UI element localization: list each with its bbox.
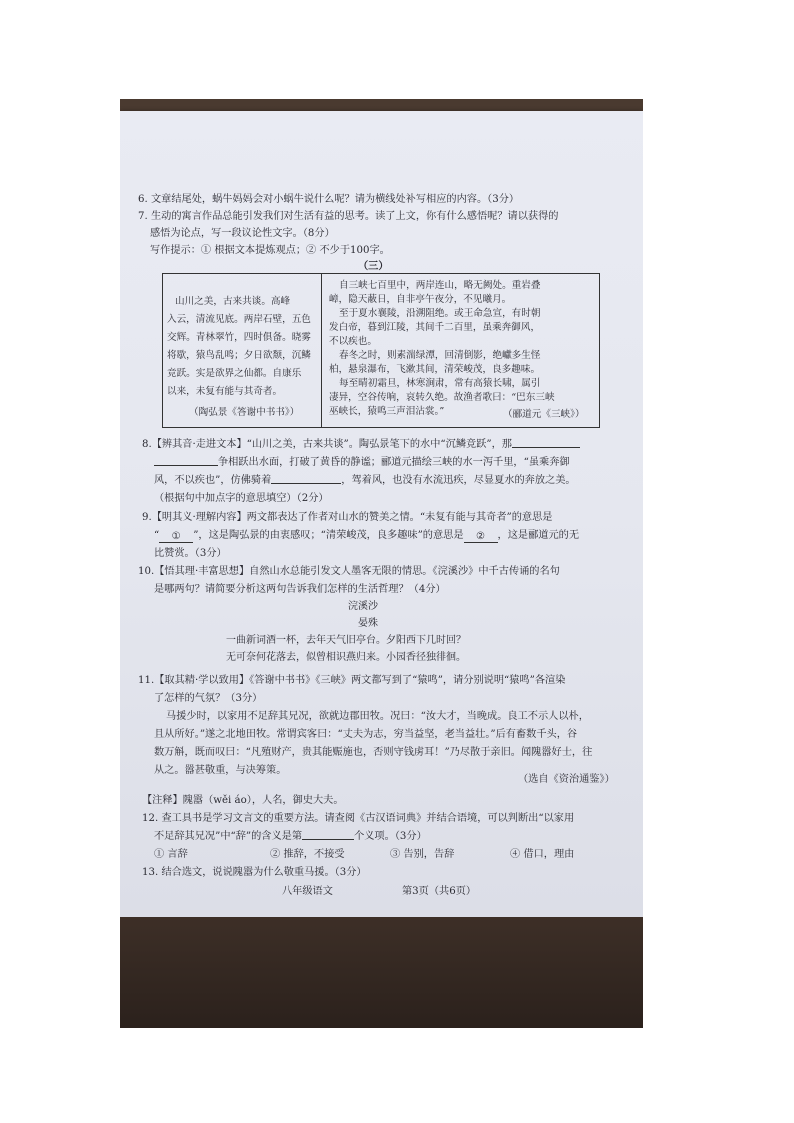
passage-line: 从之。嚣甚敬重，与决筹策。 bbox=[154, 765, 287, 776]
right-passage-line: 嶂，隐天蔽日，自非亭午夜分，不见曦月。 bbox=[329, 294, 512, 305]
option-3: ③ 告别，告辞 bbox=[390, 849, 455, 860]
poem-line-2: 无可奈何花落去，似曾相识燕归来。小园香径独徘徊。 bbox=[226, 652, 466, 663]
option-2: ② 推辞，不接受 bbox=[270, 849, 345, 860]
right-passage-line: 发白帝，暮到江陵，其间千二百里，虽乘奔御风， bbox=[329, 322, 541, 333]
question-12-text: 不足辞其兄况”中“辞”的含义是第 bbox=[154, 831, 303, 842]
option-4: ④ 借口，理由 bbox=[510, 849, 575, 860]
footer-subject: 八年级语文 bbox=[282, 886, 333, 897]
passage-source: （选自《资治通鉴》） bbox=[518, 774, 615, 785]
question-7-tip: 写作提示：① 根据文本提炼观点；② 不少于100字。 bbox=[150, 245, 390, 256]
question-9-text: ”，这是陶弘景的由衷感叹；“清荣峻茂，良多趣味”的意思是 bbox=[193, 530, 464, 541]
left-passage-line: 山川之美，古来共谈。高峰 bbox=[175, 296, 291, 307]
right-passage-source: （郦道元《三峡》） bbox=[503, 409, 585, 420]
answer-blank-2[interactable]: ② bbox=[464, 532, 498, 543]
question-9-line-3: 比赞赏。（3分） bbox=[154, 548, 227, 559]
right-passage-line: 每至晴初霜旦，林寒涧肃，常有高猿长啸，属引 bbox=[339, 378, 541, 389]
question-8-line-1 bbox=[142, 436, 580, 453]
left-passage-line: 将歇，猿鸟乱鸣；夕日欲颓，沉鳞 bbox=[167, 350, 311, 361]
answer-blank[interactable] bbox=[302, 829, 354, 840]
passage-line: 数万斛，既而叹曰：“凡殖财产，贵其能赈施也，否则守钱虏耳！”乃尽散于亲旧。闻隗嚣好士，往 bbox=[154, 747, 593, 758]
question-11-line-2: 了怎样的气氛？（3分） bbox=[154, 693, 263, 704]
answer-blank[interactable] bbox=[271, 473, 341, 484]
right-passage-line: 凄异，空谷传响，哀转久绝。故渔者歌曰：“巴东三峡 bbox=[329, 392, 555, 403]
left-passage-line: 交辉。青林翠竹，四时俱备。晓雾 bbox=[167, 332, 311, 343]
question-12-line-1: 12. 查工具书是学习文言文的重要方法。请查阅《古汉语词典》并结合语境，可以判断出“以家用 bbox=[142, 813, 575, 824]
left-passage-line: 入云，清流见底。两岸石壁，五色 bbox=[167, 314, 311, 325]
poem-line-1: 一曲新词酒一杯，去年天气旧亭台。夕阳西下几时回？ bbox=[226, 635, 466, 646]
question-8-note: （根据句中加点字的意思填空）（2分） bbox=[154, 493, 329, 504]
answer-blank[interactable] bbox=[512, 437, 580, 448]
right-passage-line: 不以疾也。 bbox=[329, 336, 377, 347]
question-7-line-1: 7. 生动的寓言作品总能引发我们对生活有益的思考。读了上文，你有什么感悟呢？请以获得的 bbox=[138, 211, 559, 222]
question-11-line-1: 11.【取其精·学以致用】《答谢中书书》《三峡》两文都写到了“猿鸣”，请分别说明“猿鸣”各渲染 bbox=[138, 675, 566, 686]
right-passage-line: 至于夏水襄陵，沿溯阻绝。或王命急宣，有时朝 bbox=[339, 308, 541, 319]
question-6: 6. 文章结尾处，蜗牛妈妈会对小蜗牛说什么呢？请为横线处补写相应的内容。（3分） bbox=[138, 194, 520, 205]
question-8-text: ，驾着风，也没有水流迅疾，尽显夏水的奔放之美。 bbox=[341, 475, 576, 486]
question-8-line-3 bbox=[154, 472, 576, 489]
question-12-line-2 bbox=[154, 828, 427, 845]
right-passage-line: 自三峡七百里中，两岸连山，略无阙处。重岩叠 bbox=[339, 280, 541, 291]
right-passage-line: 巫峡长，猿鸣三声泪沾裳。” bbox=[329, 406, 445, 417]
box-divider bbox=[321, 274, 322, 427]
question-10-line-2: 是哪两句？请简要分析这两句告诉我们怎样的生活哲理？（4分） bbox=[154, 584, 446, 595]
question-9-line-2 bbox=[154, 527, 579, 544]
poem-title: 浣溪沙 bbox=[348, 601, 378, 612]
question-12-text: 个义项。（3分） bbox=[354, 831, 427, 842]
footer-page-number: 第3页（共6页） bbox=[402, 886, 477, 897]
question-10-line-1: 10.【悟其理·丰富思想】自然山水总能引发文人墨客无限的情思。《浣溪沙》中千古传诵的名句 bbox=[138, 566, 560, 577]
reading-passages-box bbox=[162, 273, 600, 428]
right-passage-line: 柏，悬泉瀑布，飞漱其间，清荣峻茂，良多趣味。 bbox=[329, 364, 541, 375]
left-passage-line: 竞跃。实是欲界之仙都。自康乐 bbox=[167, 368, 302, 379]
question-9-text: ，这是郦道元的无 bbox=[497, 530, 580, 541]
annotation-note: 【注释】隗嚣（wěi áo），人名，御史大夫。 bbox=[142, 795, 344, 806]
answer-blank[interactable] bbox=[154, 455, 218, 466]
question-13: 13. 结合选文，说说隗嚣为什么敬重马援。（3分） bbox=[142, 867, 367, 878]
photo-background bbox=[120, 99, 643, 1028]
question-8-text: 风，不以疾也”，仿佛骑着 bbox=[154, 475, 272, 486]
passage-line: 马援少时，以家用不足辞其兄况，欲就边郡田牧。况曰：“汝大才，当晚成。良工不示人以朴， bbox=[166, 711, 589, 722]
question-9-line-1: 9.【明其义·理解内容】两文都表达了作者对山水的赞美之情。“未复有能与其奇者”的意思是 bbox=[142, 512, 553, 523]
poem-author: 晏殊 bbox=[358, 618, 378, 629]
section-heading: （三） bbox=[358, 260, 389, 272]
exam-paper-page bbox=[120, 111, 643, 917]
question-8-text: 8.【辨其音·走进文本】“山川之美，古来共谈”。陶弘景笔下的水中“沉鳞竞跃”，那 bbox=[142, 439, 512, 450]
option-1: ① 言辞 bbox=[154, 849, 188, 860]
question-7-line-2: 感悟为论点，写一段议论性文字。（8分） bbox=[150, 228, 335, 239]
question-9-text: “ bbox=[154, 530, 160, 541]
left-passage-source: （陶弘景《答谢中书书》） bbox=[189, 407, 300, 418]
right-passage-line: 春冬之时，则素湍绿潭，回清倒影，绝巘多生怪 bbox=[339, 350, 541, 361]
passage-line: 且从所好。”遂之北地田牧。常谓宾客曰：“丈夫为志，穷当益坚，老当益壮。”后有畜数千头，谷 bbox=[154, 729, 578, 740]
answer-blank-1[interactable]: ① bbox=[159, 532, 193, 543]
question-8-line-2 bbox=[154, 454, 570, 471]
table-surface bbox=[120, 917, 643, 1028]
question-8-text: 争相跃出水面，打破了黄昏的静谧；郦道元描绘三峡的水一泻千里，“虽乘奔御 bbox=[218, 457, 570, 468]
left-passage-line: 以来，未复有能与其奇者。 bbox=[167, 386, 283, 397]
